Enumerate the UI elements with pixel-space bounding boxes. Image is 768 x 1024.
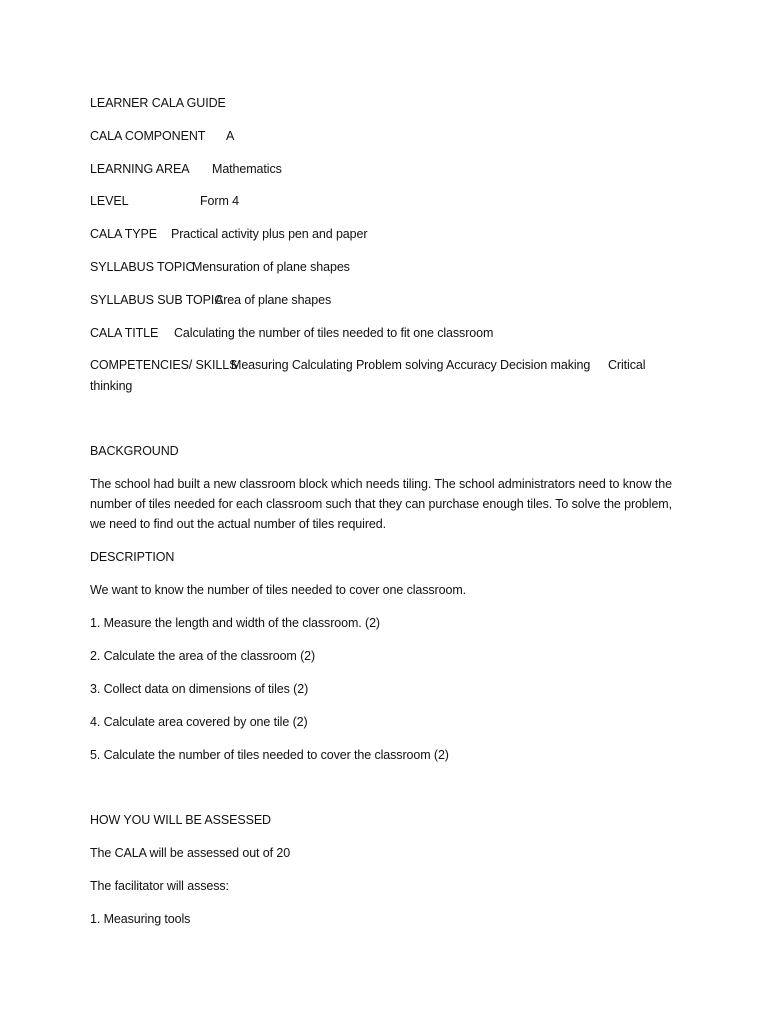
field-value: Measuring Calculating Problem solving Accuracy Decision making [231,358,591,372]
description-step: 2. Calculate the area of the classroom (2) [90,649,316,663]
assessment-total: The CALA will be assessed out of 20 [90,846,291,860]
field-learning-area [90,161,282,177]
field-label: LEVEL [90,194,129,208]
field-label: CALA TITLE [90,326,159,340]
field-cala-type [90,226,368,242]
field-cala-component [90,128,235,144]
field-label: COMPETENCIES/ SKILLS [90,358,238,372]
field-syllabus-topic [90,259,350,275]
field-label: SYLLABUS TOPIC [90,260,195,274]
field-syllabus-sub-topic [90,292,332,308]
description-step: 4. Calculate area covered by one tile (2) [90,715,308,729]
document-title: LEARNER CALA GUIDE [90,96,226,110]
field-value: Calculating the number of tiles needed to fit one classroom [174,326,494,340]
background-text: The school had built a new classroom block which needs tiling. The school administrators need to know the number of tiles needed for each classroom such that they can purchase enough tiles. To solve the problem, we need to find out the actual number of tiles required. [90,477,672,531]
description-step: 1. Measure the length and width of the classroom. (2) [90,616,380,630]
field-label: CALA TYPE [90,227,157,241]
assessment-item: 1. Measuring tools [90,912,191,926]
assessment-heading: HOW YOU WILL BE ASSESSED [90,813,271,827]
assessment-intro: The facilitator will assess: [90,879,229,893]
description-step: 5. Calculate the number of tiles needed to cover the classroom (2) [90,748,449,762]
field-label: SYLLABUS SUB TOPIC [90,293,224,307]
description-step: 3. Collect data on dimensions of tiles (2) [90,682,309,696]
field-competencies [90,357,646,373]
field-competencies-wrap: thinking [90,379,133,393]
field-label: LEARNING AREA [90,162,190,176]
field-label: CALA COMPONENT [90,129,206,143]
field-value: Mensuration of plane shapes [192,260,350,274]
field-level [90,193,239,209]
field-value: A [226,129,235,143]
field-value: Practical activity plus pen and paper [171,227,368,241]
background-heading: BACKGROUND [90,444,179,458]
field-value: Form 4 [200,194,239,208]
description-heading: DESCRIPTION [90,550,175,564]
field-value-continued: Critical [608,358,646,372]
field-value: Area of plane shapes [215,293,332,307]
description-intro: We want to know the number of tiles needed to cover one classroom. [90,583,467,597]
field-cala-title [90,325,494,341]
field-value: Mathematics [212,162,282,176]
